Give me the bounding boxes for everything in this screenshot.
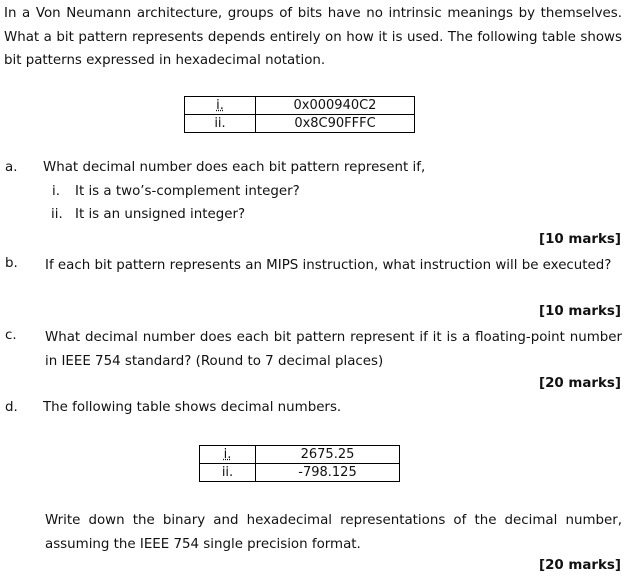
question-a-text: What decimal number does each bit pattern represent if, — [43, 160, 426, 175]
question-c-text: What decimal number does each bit pattern represent if it is a floating-point number in IEEE 754 standard? (Round to 7 decimal places) — [45, 330, 622, 369]
question-c-marks: [20 marks] — [538, 376, 621, 391]
table-row — [200, 446, 400, 464]
question-c-letter: c. — [5, 328, 17, 343]
row-label: ii. — [185, 115, 256, 133]
row-label — [185, 97, 256, 115]
row-label — [200, 446, 256, 464]
question-a-letter: a. — [5, 160, 18, 175]
question-d-marks: [20 marks] — [538, 558, 621, 573]
question-d-text: The following table shows decimal numbers. — [43, 400, 342, 415]
question-a-sub-i-text: It is a two’s-complement integer? — [75, 184, 300, 199]
row-label-text: i. — [223, 447, 232, 462]
table-row — [185, 115, 415, 133]
question-a-marks: [10 marks] — [538, 232, 621, 247]
decimal-number-table — [199, 445, 400, 482]
hex-value: 0x000940C2 — [256, 97, 415, 115]
row-label-text: i. — [216, 98, 224, 113]
table-row — [185, 97, 415, 115]
question-b-marks: [10 marks] — [538, 304, 621, 319]
question-a-sub-ii-text: It is an unsigned integer? — [75, 207, 246, 222]
question-b-letter: b. — [5, 256, 18, 271]
decimal-value: -798.125 — [256, 464, 400, 482]
question-d-letter: d. — [5, 400, 18, 415]
hex-pattern-table — [184, 96, 415, 133]
question-a-sub-i-label: i. — [52, 184, 60, 199]
hex-value: 0x8C90FFFC — [256, 115, 415, 133]
table-row — [200, 464, 400, 482]
question-a-sub-ii-label: ii. — [51, 207, 63, 222]
decimal-value: 2675.25 — [256, 446, 400, 464]
question-b-text: If each bit pattern represents an MIPS instruction, what instruction will be executed? — [45, 258, 612, 273]
question-d-followup: Write down the binary and hexadecimal representations of the decimal number, assuming the IEEE 754 single precision format. — [45, 513, 622, 552]
row-label: ii. — [200, 464, 256, 482]
intro-paragraph: In a Von Neumann architecture, groups of bits have no intrinsic meanings by themselves. What a bit pattern represents depends entirely on how it is used. The following table shows bit patterns expressed in hexadecimal notation. — [4, 6, 622, 68]
